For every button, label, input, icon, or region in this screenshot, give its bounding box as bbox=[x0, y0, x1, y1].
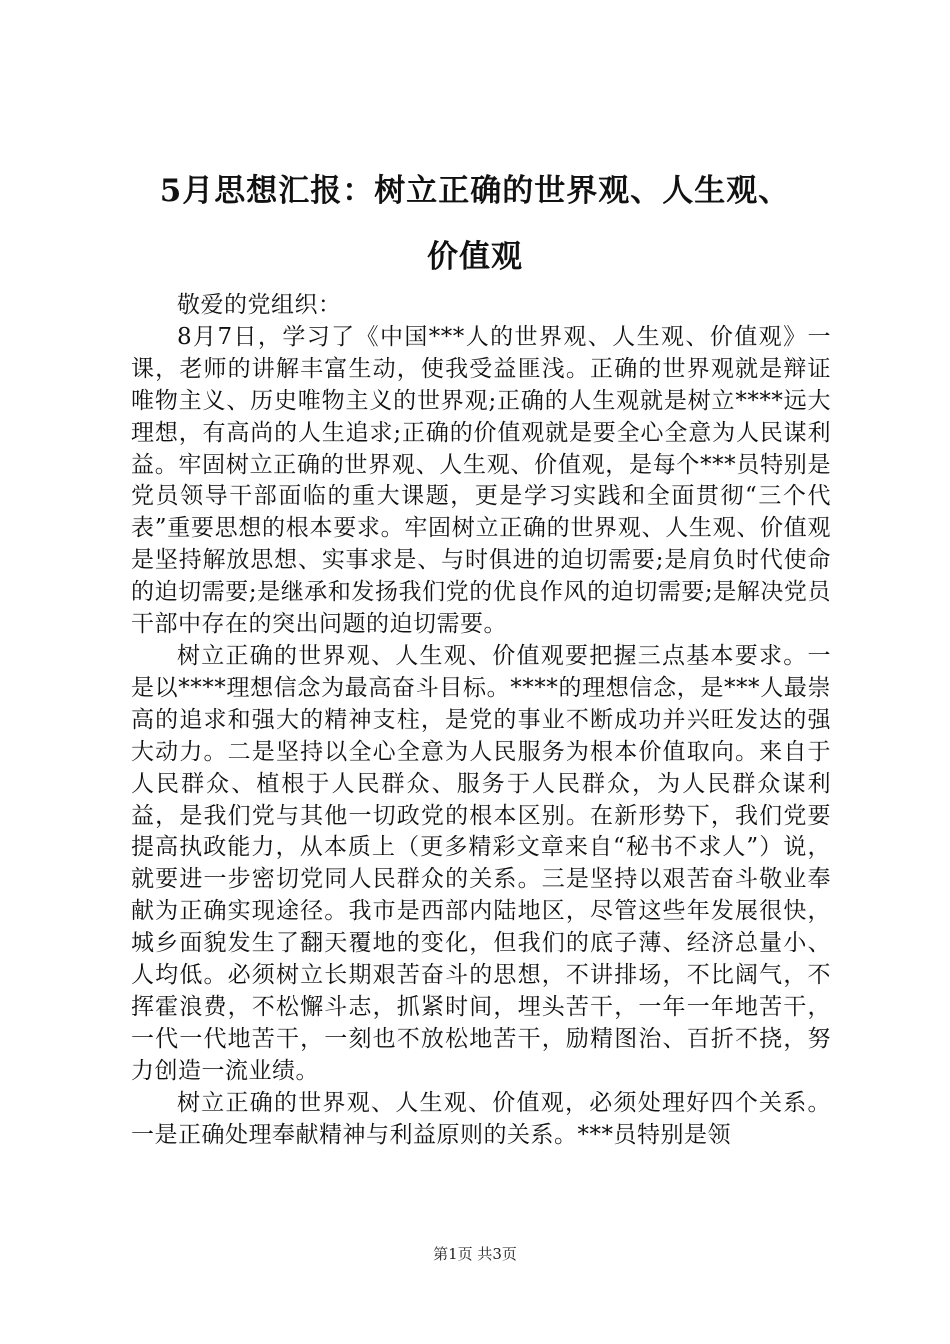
title-line-1: 5月思想汇报：树立正确的世界观、人生观、 bbox=[159, 173, 791, 209]
document-body bbox=[131, 290, 831, 1151]
document-title bbox=[110, 158, 840, 290]
paragraph-3: 树立正确的世界观、人生观、价值观，必须处理好四个关系。一是正确处理奉献精神与利益原则的关系。***员特别是领 bbox=[131, 1089, 831, 1148]
paragraph-1: 8月7日，学习了《中国***人的世界观、人生观、价值观》一课，老师的讲解丰富生动，使我受益匪浅。正确的世界观就是辩证唯物主义、历史唯物主义的世界观;正确的人生观就是树立****远大理想，有高尚的人生追求;正确的价值观就是要全心全意为人民谋利益。牢固树立正确的世界观、人生观、价值观，是每个***员特别是党员领导干部面临的重大课题，更是学习实践和全面贯彻“三个代表”重要思想的根本要求。牢固树立正确的世界观、人生观、价值观是坚持解放思想、实事求是、与时俱进的迫切需要;是肩负时代使命的迫切需要;是继承和发扬我们党的优良作风的迫切需要;是解决党员干部中存在的突出问题的迫切需要。 bbox=[131, 323, 831, 638]
page-footer: 第1页 共3页 bbox=[433, 1245, 517, 1263]
paragraph-2: 树立正确的世界观、人生观、价值观要把握三点基本要求。一是以****理想信念为最高奋斗目标。****的理想信念，是***人最崇高的追求和强大的精神支柱，是党的事业不断成功并兴旺发达的强大动力。二是坚持以全心全意为人民服务为根本价值取向。来自于人民群众、植根于人民群众、服务于人民群众，为人民群众谋利益，是我们党与其他一切政党的根本区别。在新形势下，我们党要提高执政能力，从本质上（更多精彩文章来自“秘书不求人”）说，就要进一步密切党同人民群众的关系。三是坚持以艰苦奋斗敬业奉献为正确实现途径。我市是西部内陆地区，尽管这些年发展很快，城乡面貌发生了翻天覆地的变化，但我们的底子薄、经济总量小、人均低。必须树立长期艰苦奋斗的思想，不讲排场，不比阔气，不挥霍浪费，不松懈斗志，抓紧时间，埋头苦干，一年一年地苦干，一代一代地苦干，一刻也不放松地苦干，励精图治、百折不挠，努力创造一流业绩。 bbox=[131, 642, 831, 1084]
salutation: 敬爱的党组织： bbox=[177, 292, 342, 318]
title-line-2: 价值观 bbox=[427, 239, 523, 275]
